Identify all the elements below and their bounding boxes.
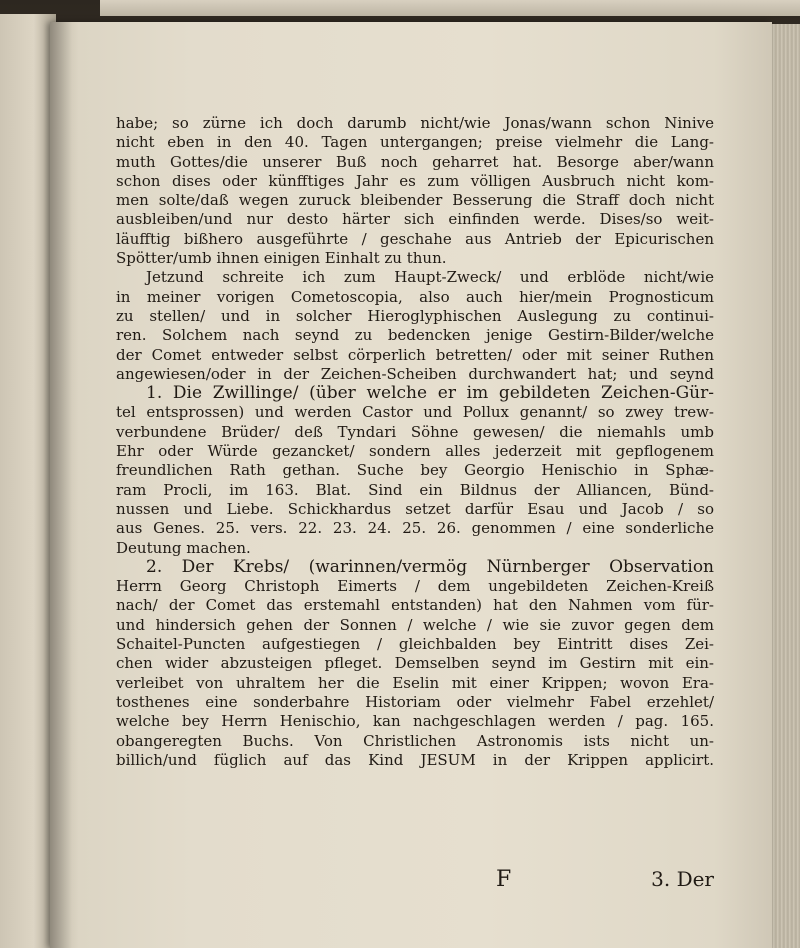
text-line: welche bey Herrn Henischio, kan nachgeschlagen werden / pag. 165. bbox=[116, 712, 714, 731]
previous-page bbox=[0, 14, 56, 948]
text-line: und hindersich gehen der Sonnen / welche / wie sie zuvor gegen dem bbox=[116, 615, 714, 634]
text-line: 2. Der Krebs/ (warinnen/vermög Nürnberger Observation bbox=[146, 557, 714, 577]
text-line: Deutung machen. bbox=[116, 538, 251, 557]
text-line: in meiner vorigen Cometoscopia, also auch hier/mein Prognosticum bbox=[116, 287, 714, 306]
text-line: ausbleiben/und nur desto härter sich einfinden werde. Dises/so weit- bbox=[116, 210, 714, 229]
text-line: tel entsprossen) und werden Castor und Pollux genannt/ so zwey trew- bbox=[116, 403, 714, 422]
text-line: habe; so zürne ich doch darumb nicht/wie Jonas/wann schon Ninive bbox=[116, 114, 714, 132]
spine-shadow bbox=[50, 22, 72, 948]
text-line: Herrn Georg Christoph Eimerts / dem ungebildeten Zeichen-Kreiß bbox=[116, 577, 714, 596]
document-page bbox=[50, 22, 772, 948]
text-line: tosthenes eine sonderbahre Historiam oder vielmehr Fabel erzehlet/ bbox=[116, 692, 714, 711]
text-line: billich/und füglich auf das Kind JESUM in der Krippen applicirt. bbox=[116, 750, 714, 769]
text-line: schon dises oder künfftiges Jahr es zum völligen Ausbruch nicht kom- bbox=[116, 171, 714, 190]
text-line: freundlichen Rath gethan. Suche bey Georgio Henischio in Sphæ- bbox=[116, 461, 714, 480]
text-line: Jetzund schreite ich zum Haupt-Zweck/ und erblöde nicht/wie bbox=[146, 268, 714, 287]
text-line: verleibet von uhraltem her die Eselin mit einer Krippen; wovon Era- bbox=[116, 673, 714, 692]
text-line: Spötter/umb ihnen einigen Einhalt zu thun. bbox=[116, 249, 447, 268]
signature-mark: F bbox=[496, 867, 512, 892]
text-line: nussen und Liebe. Schickhardus setzet darfür Esau und Jacob / so bbox=[116, 499, 714, 518]
text-line: ram Procli, im 163. Blat. Sind ein Bildnus der Alliancen, Bünd- bbox=[116, 480, 714, 499]
catchword: 3. Der bbox=[651, 867, 714, 891]
text-line: nicht eben in den 40. Tagen untergangen; preise vielmehr die Lang- bbox=[116, 133, 714, 152]
text-line: aus Genes. 25. vers. 22. 23. 24. 25. 26. genommen / eine sonderliche bbox=[116, 519, 714, 538]
text-line: men solte/daß wegen zuruck bleibender Besserung die Straff doch nicht bbox=[116, 191, 714, 210]
text-line: chen wider abzusteigen pfleget. Demselben seynd im Gestirn mit ein- bbox=[116, 654, 714, 673]
text-line: ren. Solchem nach seynd zu bedencken jenige Gestirn-Bilder/welche bbox=[116, 326, 714, 345]
text-line: Ehr oder Würde gezancket/ sondern alles jederzeit mit gepflogenem bbox=[116, 442, 714, 461]
page-footer bbox=[116, 867, 714, 895]
text-line: obangeregten Buchs. Von Christlichen Astronomis ists nicht un- bbox=[116, 731, 714, 750]
text-line: zu stellen/ und in solcher Hieroglyphischen Auslegung zu continui- bbox=[116, 306, 714, 325]
text-line: angewiesen/oder in der Zeichen-Scheiben durchwandert hat; und seynd bbox=[116, 364, 714, 383]
text-line: nach/ der Comet das erstemahl entstanden) hat den Nahmen vom für- bbox=[116, 596, 714, 615]
text-line: Schaitel-Puncten aufgestiegen / gleichbalden bey Eintritt dises Zei- bbox=[116, 635, 714, 654]
text-line: verbundene Brüder/ deß Tyndari Söhne gewesen/ die niemahls umb bbox=[116, 422, 714, 441]
upper-page-edge bbox=[100, 0, 800, 16]
text-line: der Comet entweder selbst cörperlich betretten/ oder mit seiner Ruthen bbox=[116, 345, 714, 364]
text-line: muth Gottes/die unserer Buß noch geharret hat. Besorge aber/wann bbox=[116, 152, 714, 171]
text-line: läufftig bißhero ausgeführte / geschahe aus Antrieb der Epicurischen bbox=[116, 229, 714, 248]
body-text bbox=[116, 114, 714, 770]
text-line: 1. Die Zwillinge/ (über welche er im gebildeten Zeichen-Gür- bbox=[146, 384, 714, 404]
